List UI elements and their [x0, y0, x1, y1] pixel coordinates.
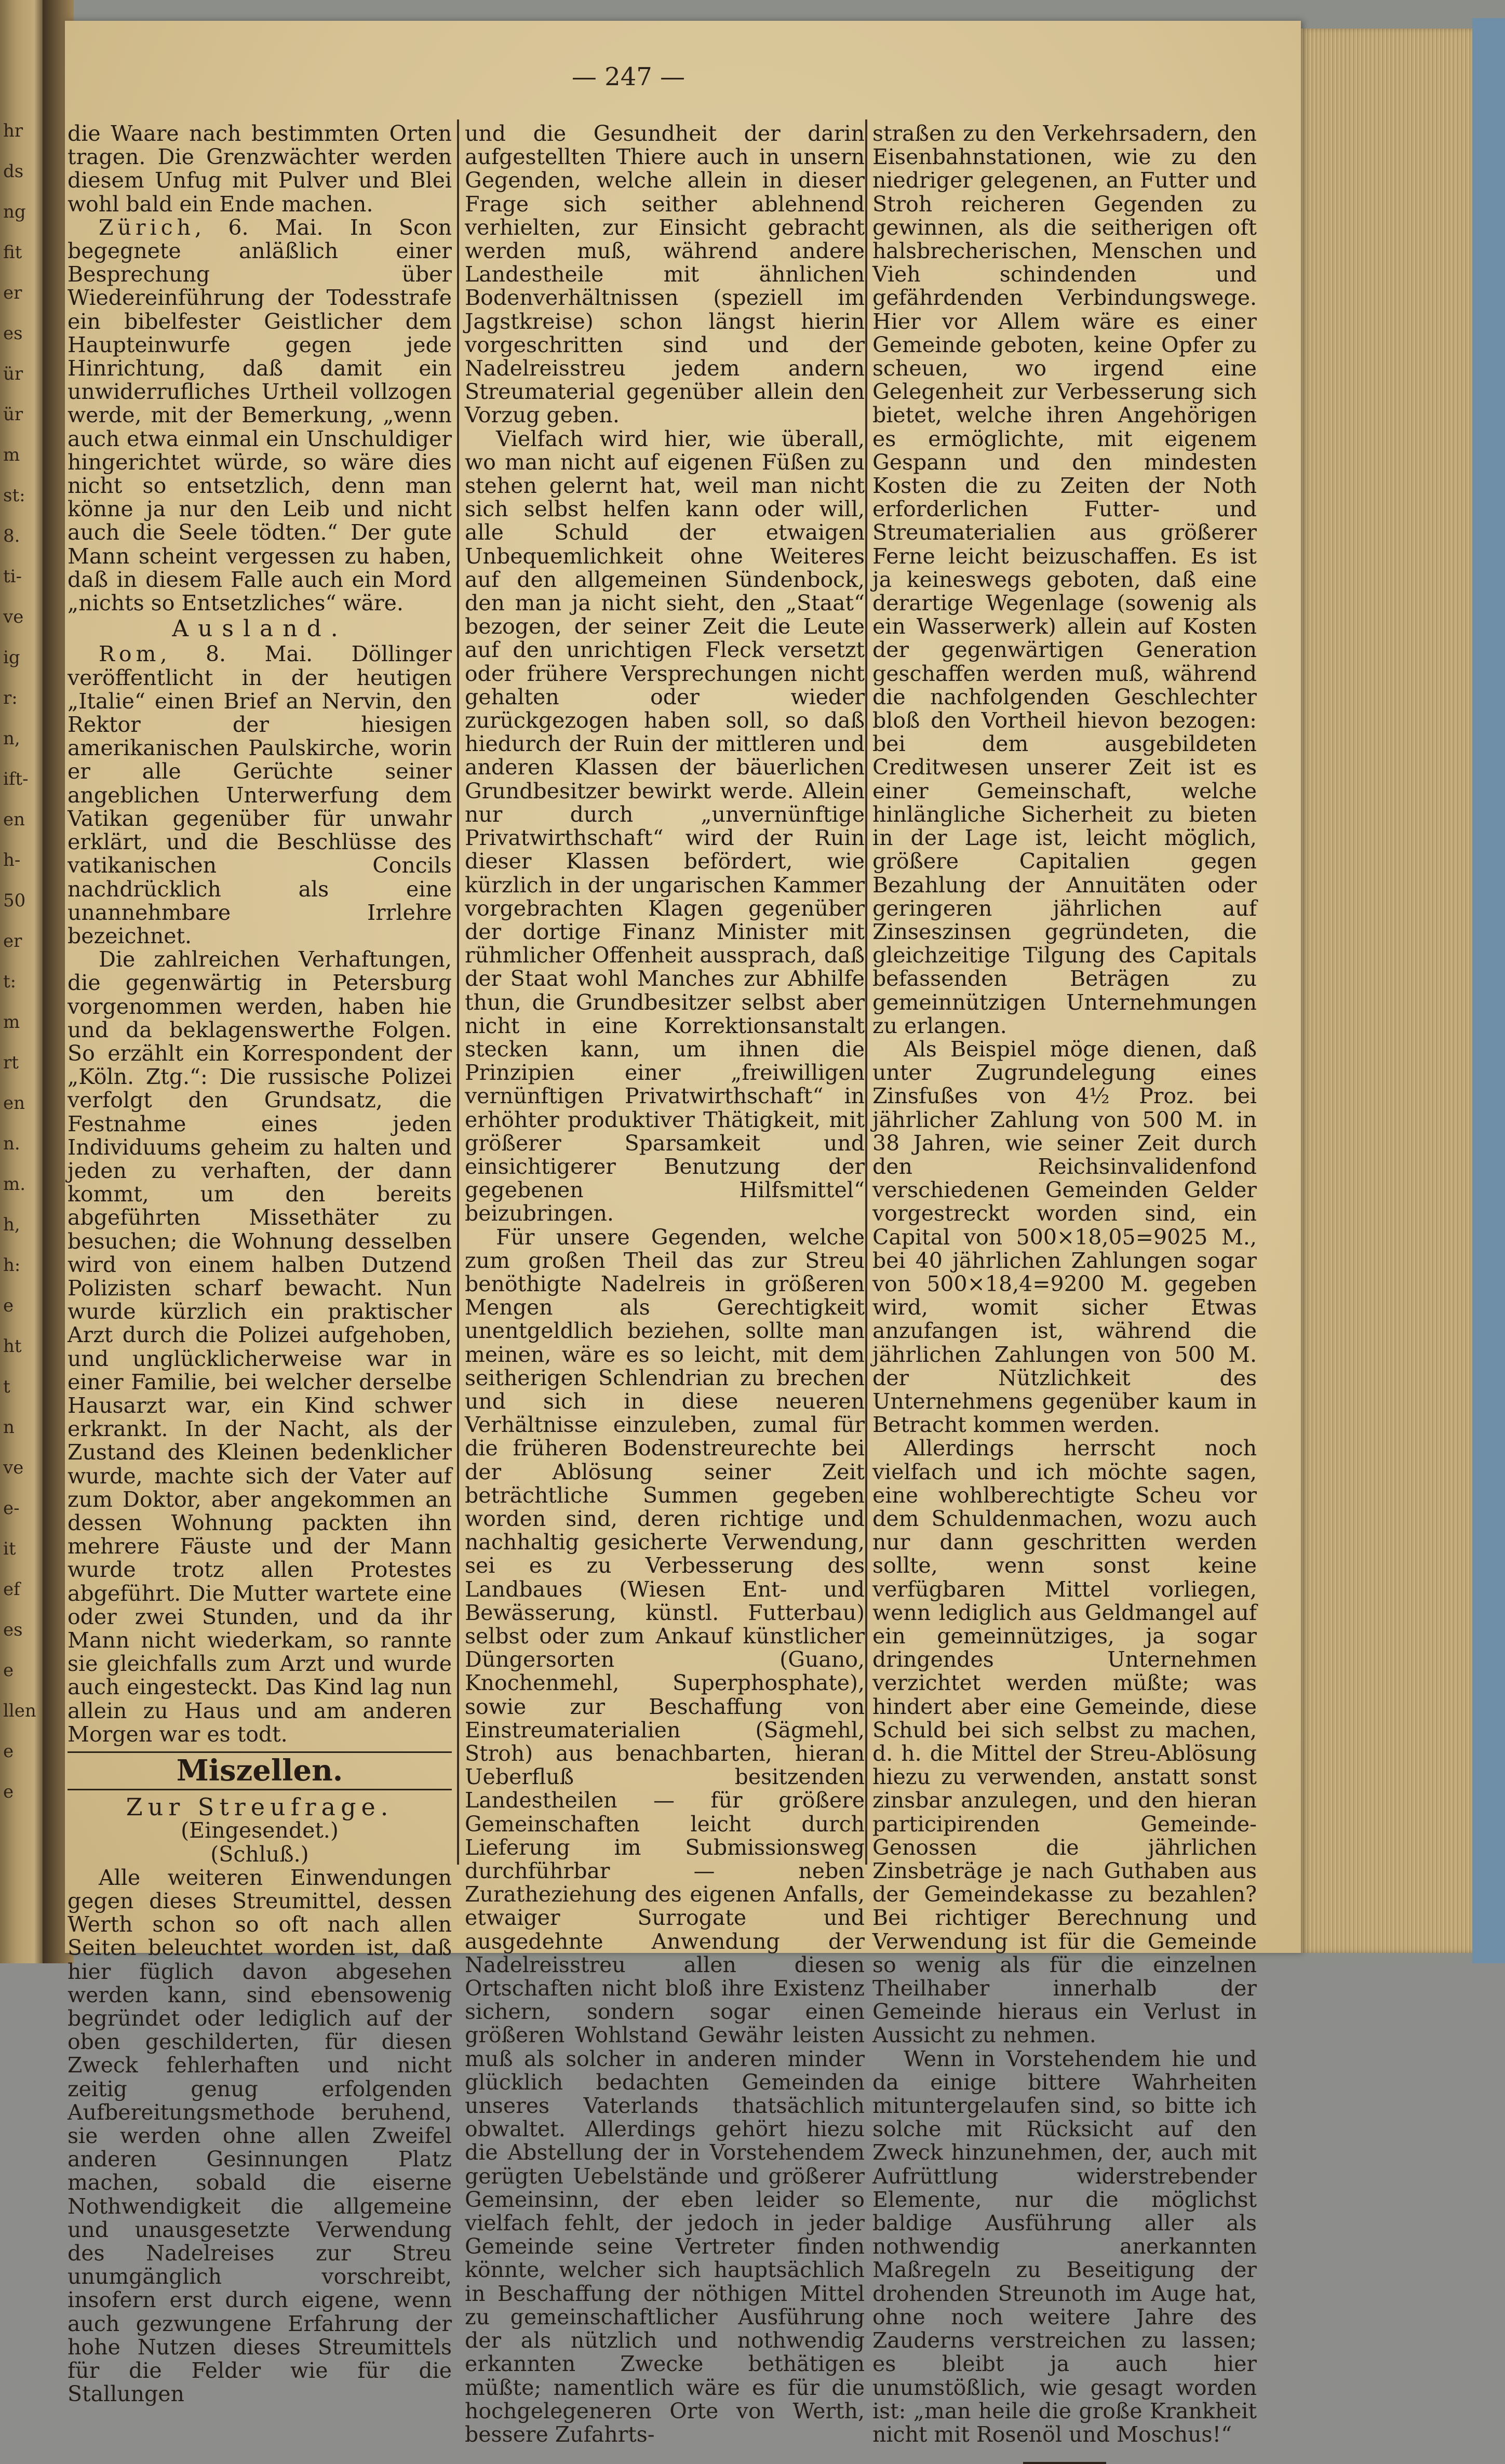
end-rule: [1023, 2462, 1106, 2464]
article-paragraph: Wenn in Vorstehendem hie und da einige bittere Wahrheiten mituntergelaufen sind, so bitte ich solche mit Rücksicht auf den Zweck hinzunehmen, der, auch mit Aufrüttlung widerstrebender Elemente, nur die möglichst baldige Ausführung aller als nothwendig anerkannten Maßregeln zu Beseitigung der drohenden Streunoth im Auge hat, ohne noch weitere Jahre des Zauderns verstreichen zu lassen; es bleibt ja auch hier unumstößlich, wie gesagt worden ist: „man heile die große Krankheit nicht mit Rosenöl und Moschus!“: [872, 2046, 1257, 2447]
previous-page-text-fragment: it: [3, 1538, 16, 1559]
article-title: Zur Streufrage.: [126, 1793, 394, 1822]
previous-page-text-fragment: er: [3, 931, 22, 952]
previous-page-text-fragment: m.: [3, 1174, 26, 1195]
previous-page-text-fragment: ve: [3, 607, 24, 627]
article-note: (Schluß.): [210, 1841, 309, 1867]
previous-page-text-fragment: 50: [3, 890, 26, 911]
previous-page-text-fragment: ift-: [3, 769, 29, 789]
article-note: (Eingesendet.): [181, 1818, 339, 1843]
previous-page-text-fragment: e: [3, 1295, 14, 1316]
section-rule: [68, 1751, 452, 1753]
article-paragraph: Vielfach wird hier, wie überall, wo man nicht auf eigenen Füßen zu stehen gelernt hat, weil man nicht sich selbst helfen kann oder will, alle Schuld der etwaigen Unbequemlichkeit ohne Weiteres auf den allgemeinen Sündenbock, den man ja nicht sieht, den „Staat“ bezogen, der seiner Zeit die Leute auf den unrichtigen Fleck versetzt oder frühere Versprechungen nicht gehalten oder wieder zurückgezogen haben soll, so daß hiedurch der Ruin der mittleren und anderen Klassen der bäuerlichen Grundbesitzer bewirkt werde. Allein nur durch „unvernünftige Privatwirthschaft“ wird der Ruin dieser Klassen befördert, wie kürzlich in der ungarischen Kammer vorgebrachten Klagen gegenüber der dortige Finanz Minister mit rühmlicher Offenheit aussprach, daß der Staat wohl Manches zur Abhilfe thun, die Grundbesitzer selbst aber nicht in eine Korrektionsanstalt stecken kann, um ihnen die Prinzipien einer „freiwilligen vernünftigen Privatwirthschaft“ in erhöhter produktiver Thätigkeit, mit größerer Sparsamkeit und einsichtigerer Benutzung der gegebenen Hilfsmittel“ beizubringen.: [465, 426, 865, 1226]
previous-page-text-fragment: m: [3, 445, 20, 465]
previous-page-text-fragment: e: [3, 1660, 14, 1681]
previous-page-text-fragment: t:: [3, 971, 17, 992]
previous-page-edge: [0, 0, 43, 1963]
article-paragraph: und die Gesundheit der darin aufgestellten Thiere auch in unsern Gegenden, welche allein in dieser Frage sich seither ablehnend verhielten, zur Einsicht gebracht werden muß, während andere Landestheile mit ähnlichen Bodenverhältnissen (speziell im Jagstkreise) schon längst hierin vorgeschritten sind und der Nadelreisstreu jedem andern Streumaterial gegenüber allein den Vorzug geben.: [465, 121, 865, 428]
article-streufrage: Alle weiteren Einwendungen gegen dieses Streumittel, dessen Werth schon so oft nach allen Seiten beleuchtet worden ist, daß hier füglich davon abgesehen werden kann, sind ebensowenig begründet oder lediglich auf der oben geschilderten, für diesen Zweck fehlerhaften und nicht zeitig genug erfolgenden Aufbereitungsmethode beruhend, sie werden ohne allen Zweifel anderen Gesinnungen Platz machen, sobald die eiserne Nothwendigkeit die allgemeine und unausgesetzte Verwendung des Nadelreises zur Streu unumgänglich vorschreibt, insofern erst durch eigene, wenn auch gezwungene Erfahrung der hohe Nutzen dieses Streumittels für die Felder wie für die Stallungen: [68, 1865, 452, 2407]
previous-page-text-fragment: ng: [3, 202, 26, 222]
previous-page-text-fragment: en: [3, 1093, 25, 1114]
previous-page-text-fragment: h:: [3, 1255, 21, 1276]
previous-page-text-fragment: t: [3, 1376, 10, 1397]
dateline: Rom: [99, 641, 160, 667]
previous-page-text-fragment: n,: [3, 728, 20, 749]
column-right: [872, 122, 1257, 2464]
article-body: , 6. Mai. In Scon begegnete anläßlich einer Besprechung über Wiedereinführung der Todesstrafe ein bibelfester Geistlicher dem Haupteinwurfe gegen jede Hinrichtung, daß damit ein unwiderrufliches Urtheil vollzogen werde, mit der Bemerkung, „wenn auch etwa einmal ein Unschuldiger hingerichtet würde, so wäre dies nicht so entsetzlich, denn man könne ja nur den Leib und nicht auch die Seele tödten.“ Der gute Mann scheint vergessen zu haben, daß in diesem Falle auch ein Mord „nichts so Entsetzliches“ wäre.: [68, 215, 452, 616]
previous-page-text-fragment: es: [3, 323, 23, 344]
article-paragraph: Als Beispiel möge dienen, daß unter Zugrundelegung eines Zinsfußes von 4½ Proz. bei jährlicher Zahlung von 500 M. in 38 Jahren, wie seiner Zeit durch den Reichsinvalidenfond verschiedenen Gemeinden Gelder vorgestreckt worden sind, ein Capital von 500×18,05=9025 M., bei 40 jährlichen Zahlungen sogar von 500×18,4=9200 M. gegeben wird, womit sicher Etwas anzufangen ist, während die jährlichen Zahlungen von 500 M. der Nützlichkeit des Unternehmens gegenüber kaum in Betracht kommen werden.: [872, 1036, 1257, 1438]
previous-page-text-fragment: st:: [3, 485, 25, 506]
column-rule: [865, 119, 867, 1865]
previous-page-text-fragment: es: [3, 1619, 23, 1640]
previous-page-text-fragment: n: [3, 1417, 15, 1438]
column-rule: [457, 119, 459, 1865]
previous-page-text-fragment: ür: [3, 404, 23, 425]
previous-page-text-fragment: ve: [3, 1457, 24, 1478]
previous-page-text-fragment: fit: [3, 242, 22, 263]
section-heading-miszellen: Miszellen.: [176, 1753, 343, 1788]
article-paragraph: Allerdings herrscht noch vielfach und ich möchte sagen, eine wohlberechtigte Scheu vor dem Schuldenmachen, wozu auch nur dann geschritten werden sollte, wenn sonst keine verfügbaren Mittel vorliegen, wenn lediglich aus Geldmangel auf ein gemeinnütziges, ja sogar dringendes Unternehmen verzichtet werden müßte; was hindert aber eine Gemeinde, diese Schuld bei sich selbst zu machen, d. h. die Mittel der Streu-Ablösung hiezu zu verwenden, anstatt sonst zinsbar anzulegen, und den hieran participirenden Gemeinde-Genossen die jährlichen Zinsbeträge je nach Guthaben aus der Gemeindekasse zu bezahlen? Bei richtiger Berechnung und Verwendung ist für die Gemeinde so wenig als für die einzelnen Theilhaber innerhalb der Gemeinde hieraus ein Verlust in Aussicht zu nehmen.: [872, 1436, 1257, 2048]
column-middle: [465, 122, 865, 2446]
article-zurich: [68, 216, 452, 615]
previous-page-text-fragment: rt: [3, 1052, 19, 1073]
article-continuation: die Waare nach bestimmten Orten tragen. Die Grenzwächter werden diesem Unfug mit Pulver und Blei wohl bald ein Ende machen.: [68, 121, 452, 217]
previous-page-text-fragment: er: [3, 283, 22, 303]
previous-page-text-fragment: m: [3, 1012, 20, 1033]
previous-page-text-fragment: e: [3, 1741, 14, 1762]
previous-page-text-fragment: ht: [3, 1336, 22, 1357]
previous-page-text-fragment: en: [3, 809, 25, 830]
section-rule: [68, 1789, 452, 1790]
previous-page-text-fragment: r:: [3, 688, 18, 708]
previous-page-text-fragment: 8.: [3, 526, 20, 546]
previous-page-text-fragment: ti-: [3, 566, 22, 587]
book-cover-edge: [1472, 18, 1505, 1963]
article-petersburg: Die zahlreichen Verhaftungen, die gegenwärtig in Petersburg vorgenommen werden, haben hie und da beklagenswerthe Folgen. So erzählt ein Korrespondent der „Köln. Ztg.“: Die russische Polizei verfolgt den Grundsatz, die Festnahme eines jeden Individuums geheim zu halten und jeden zu verhaften, der dann kommt, um den bereits abgeführten Missethäter zu besuchen; die Wohnung desselben wird von einem halben Dutzend Polizisten scharf bewacht. Nun wurde kürzlich ein praktischer Arzt durch die Polizei aufgehoben, und unglücklicherweise war in einer Familie, bei welcher derselbe Hausarzt war, ein Kind schwer erkrankt. In der Nacht, als der Zustand des Kleinen bedenklicher wurde, machte sich der Vater auf zum Doktor, aber angekommen an dessen Wohnung packten ihn mehrere Fäuste und der Mann wurde trotz allen Protestes abgeführt. Die Mutter wartete eine oder zwei Stunden, und da ihr Mann nicht wiederkam, so rannte sie gleichfalls zum Arzt und wurde auch eingesteckt. Das Kind lag nun allein zu Haus und am anderen Morgen war es todt.: [68, 947, 452, 1747]
article-paragraph: Für unsere Gegenden, welche zum großen Theil das zur Streu benöthigte Nadelreis in größeren Mengen als Gerechtigkeit unentgeldlich beziehen, sollte man meinen, wäre es so leicht, mit dem seitherigen Schlendrian zu brechen und sich in diese neueren Verhältnisse einzuleben, zumal für die früheren Bodenstreurechte bei der Ablösung seiner Zeit beträchtliche Summen gegeben worden sind, deren richtige und nachhaltig gesicherte Verwendung, sei es zu Verbesserung des Landbaues (Wiesen Ent- und Bewässerung, künstl. Futterbau) selbst oder zum Ankauf künstlicher Düngersorten (Guano, Knochenmehl, Superphosphate), sowie zur Beschaffung von Einstreumaterialien (Sägmehl, Stroh) aus benachbarten, hieran Ueberfluß besitzenden Landestheilen — für größere Gemeinschaften leicht durch Lieferung im Submissionsweg durchführbar — neben Zuratheziehung des eigenen Anfalls, etwaiger Surrogate und ausgedehnte Anwendung der Nadelreisstreu allen diesen Ortschaften nicht bloß ihre Existenz sichern, sondern sogar einen größeren Wohlstand Gewähr leisten muß als solcher in anderen minder glücklich bedachten Gemeinden unseres Vaterlands thatsächlich obwaltet. Allerdings gehört hiezu die Abstellung der in Vorstehendem gerügten Uebelstände und größerer Gemeinsinn, der eben leider so vielfach fehlt, der jedoch in jeder Gemeinde seine Vertreter finden könnte, welcher sich hauptsächlich in Beschaffung der nöthigen Mittel zu gemeinschaftlicher Ausführung der als nützlich und nothwendig erkannten Zwecke bethätigen müßte; namentlich wäre es für die hochgelegeneren Orte von Werth, bessere Zufahrts-: [465, 1224, 865, 2447]
previous-page-text-fragment: n.: [3, 1133, 20, 1154]
page-number: — 247 —: [571, 62, 686, 91]
article-body: , 8. Mai. Döllinger veröffentlicht in der heutigen „Italie“ einen Brief an Nervin, den Rektor der hiesigen amerikanischen Paulskirche, worin er alle Gerüchte seiner angeblichen Unterwerfung dem Vatikan gegenüber für unwahr erklärt, und die Beschlüsse des vatikanischen Concils nachdrücklich als eine unannehmbare Irrlehre bezeichnet.: [68, 641, 452, 948]
previous-page-text-fragment: ig: [3, 647, 20, 668]
article-rom: [68, 642, 452, 948]
previous-page-text-fragment: llen: [3, 1700, 36, 1721]
book-page-edges: [1301, 29, 1472, 1953]
previous-page-text-fragment: h-: [3, 850, 21, 871]
dateline: Zürich: [99, 215, 195, 240]
previous-page-text-fragment: ür: [3, 364, 23, 384]
section-heading-ausland: Ausland.: [172, 615, 347, 642]
previous-page-text-fragment: e-: [3, 1498, 20, 1519]
previous-page-text-fragment: ds: [3, 161, 24, 182]
previous-page-text-fragment: ef: [3, 1579, 20, 1600]
previous-page-text-fragment: hr: [3, 120, 23, 141]
previous-page-text-fragment: h,: [3, 1214, 20, 1235]
column-left: [68, 122, 452, 2406]
previous-page-text-fragment: e: [3, 1782, 14, 1802]
article-paragraph: straßen zu den Verkehrsadern, den Eisenbahnstationen, wie zu den niedriger gelegenen, an Futter und Stroh reicheren Gegenden zu gewinnen, als die seitherigen oft halsbrecherischen, Menschen und Vieh schindenden und gefährdenden Verbindungswege. Hier vor Allem wäre es einer Gemeinde geboten, keine Opfer zu scheuen, wo irgend eine Gelegenheit zur Verbesserung sich bietet, welche ihren Angehörigen es ermöglichte, mit eigenem Gespann und den mindesten Kosten die zu Zeiten der Noth erforderlichen Futter- und Streumaterialien aus größerer Ferne leicht beizuschaffen. Es ist ja keineswegs geboten, daß eine derartige Wegenlage (sowenig als ein Wasserwerk) allein auf Kosten der gegenwärtigen Generation geschaffen werden muß, während die nachfolgenden Geschlechter bloß den Vortheil hievon bezogen: bei dem ausgebildeten Creditwesen unserer Zeit ist es einer Gemeinschaft, welche hinlängliche Sicherheit zu bieten in der Lage ist, leicht möglich, größere Capitalien gegen Bezahlung der Annuitäten oder geringeren jährlichen auf Zinseszinsen gegründeten, die gleichzeitige Tilgung des Capitals befassenden Beträgen zu gemeinnützigen Unternehmungen zu erlangen.: [872, 121, 1257, 1038]
